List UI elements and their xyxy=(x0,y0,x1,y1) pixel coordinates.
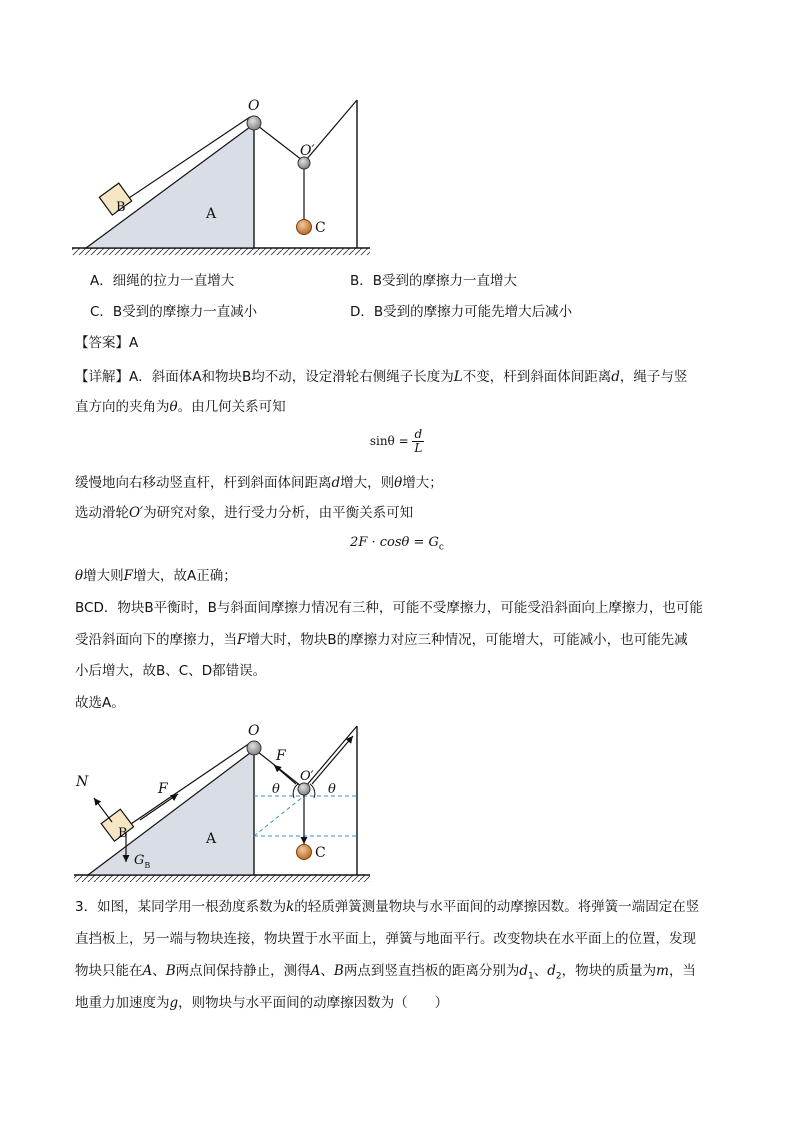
figure-incline-pulley-1 xyxy=(60,88,380,260)
answer: 【答案】A xyxy=(75,335,139,351)
detail-line-6: BCD．物块B平衡时，B与斜面间摩擦力情况有三种，可能不受摩擦力，可能受沿斜面向上摩擦力，也可能 xyxy=(75,600,703,616)
detail-line-3: 缓慢地向右移动竖直杆，杆到斜面体间距离d增大，则θ增大； xyxy=(75,475,443,491)
equation-force-balance: $2F \cdot \cos\theta = G_c$ xyxy=(350,535,444,553)
q3-line-3: 物块只能在A、B两点间保持静止，测得A、B两点到竖直挡板的距离分别为$d_1$、$d_2$，物块的质量为m，当 xyxy=(75,963,696,982)
detail-line-8: 小后增大，故B、C、D都错误。 xyxy=(75,663,267,679)
pulley-O xyxy=(247,116,261,130)
option-B: B．B受到的摩擦力一直增大 xyxy=(350,273,518,289)
option-A: A．细绳的拉力一直增大 xyxy=(90,273,235,289)
arrow-N xyxy=(94,798,112,822)
arrow-F-right xyxy=(312,736,353,784)
equation-sin-theta: sinθ = $\frac{d}{L}$ xyxy=(369,427,423,455)
label-C: C xyxy=(315,220,326,236)
detail-line-9: 故选A。 xyxy=(75,695,125,711)
incline-A-2 xyxy=(88,750,254,875)
label-theta-left: θ xyxy=(272,782,280,797)
detail-line-7: 受沿斜面向下的摩擦力，当F增大时，物块B的摩擦力对应三种情况，可能增大，可能减小，也可能先减 xyxy=(75,632,688,648)
detail-line-2: 直方向的夹角为θ。由几何关系可知 xyxy=(75,399,286,415)
label-F-left: F xyxy=(276,748,286,764)
label-B: B xyxy=(116,200,126,215)
label-G: $G_B$ xyxy=(134,853,151,870)
q3-line-2: 直挡板上，另一端与物块连接，物块置于水平面上，弹簧与地面平行。改变物块在水平面上的位置，发现 xyxy=(75,931,696,947)
rope-O2-rod-2 xyxy=(306,726,357,786)
label-F-on-B: F xyxy=(158,781,168,797)
figure-force-analysis-2 xyxy=(60,718,380,888)
detail-line-4: 选动滑轮O′为研究对象，进行受力分析，由平衡关系可知 xyxy=(75,505,414,521)
incline-A xyxy=(86,124,254,248)
label-A-fig2: A xyxy=(206,831,217,847)
option-D: D．B受到的摩擦力可能先增大后减小 xyxy=(350,304,573,320)
ground-hatch xyxy=(72,248,370,255)
label-theta-right: θ xyxy=(328,782,336,797)
option-C: C．B受到的摩擦力一直减小 xyxy=(90,304,258,320)
ground-hatch-2 xyxy=(74,875,370,882)
label-N: N xyxy=(76,774,89,790)
ball-C-2 xyxy=(297,845,312,860)
pulley-O-2 xyxy=(247,741,261,755)
label-O: O xyxy=(248,98,260,114)
label-O-fig2: O xyxy=(248,723,260,739)
label-O2-fig2: O′ xyxy=(300,769,314,784)
q3-line-1: 3．如图，某同学用一根劲度系数为k的轻质弹簧测量物块与水平面间的动摩擦因数。将弹簧一端固定在竖 xyxy=(75,899,700,915)
ball-C xyxy=(297,220,312,235)
detail-line-5: θ增大则F增大，故A正确； xyxy=(75,568,237,584)
detail-line-1: 【详解】A．斜面体A和物块B均不动，设定滑轮右侧绳子长度为L不变，杆到斜面体间距离d，绳子与竖 xyxy=(75,369,688,385)
pulley-O2-2 xyxy=(298,783,310,795)
label-A: A xyxy=(206,206,217,222)
q3-line-4: 地重力加速度为g，则物块与水平面间的动摩擦因数为（ ） xyxy=(75,995,449,1011)
label-C-fig2: C xyxy=(315,845,326,861)
label-B-fig2: B xyxy=(118,826,128,841)
label-O2: O′ xyxy=(300,143,315,159)
dashed-diagonal xyxy=(254,796,304,836)
rope-O-O2 xyxy=(258,126,302,160)
